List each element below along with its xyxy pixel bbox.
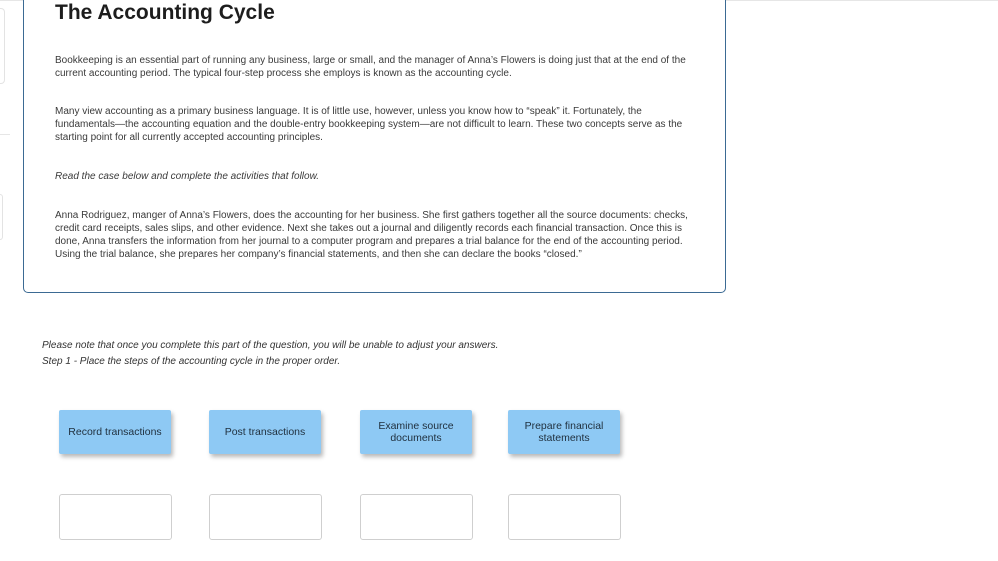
drop-slot-3[interactable]	[360, 494, 473, 540]
draggable-examine-source-documents[interactable]: Examine source documents	[360, 410, 472, 454]
drop-slot-2[interactable]	[209, 494, 322, 540]
left-panel-divider	[0, 134, 10, 135]
draggable-prepare-financial-statements[interactable]: Prepare financial statements	[508, 410, 620, 454]
question-note: Please note that once you complete this part of the question, you will be unable to adjust your answers.	[42, 340, 499, 351]
passage-instruction: Read the case below and complete the activities that follow.	[55, 171, 320, 182]
drop-slot-4[interactable]	[508, 494, 621, 540]
left-panel-edge	[0, 8, 5, 84]
left-panel-edge	[0, 194, 3, 240]
passage-paragraph: Many view accounting as a primary business language. It is of little use, however, unless you know how to “speak” it. Fortunately, the fundamentals—the accounting equation and the double-entry bookkeeping system—are not difficult to learn. These two concepts serve as the starting point for all currently accepted accounting principles.	[55, 106, 683, 143]
draggable-post-transactions[interactable]: Post transactions	[209, 410, 321, 454]
draggable-record-transactions[interactable]: Record transactions	[59, 410, 171, 454]
question-instruction: Step 1 - Place the steps of the accounting cycle in the proper order.	[42, 356, 341, 367]
page-title: The Accounting Cycle	[55, 1, 275, 24]
drop-slot-1[interactable]	[59, 494, 172, 540]
passage-paragraph: Bookkeeping is an essential part of running any business, large or small, and the manager of Anna’s Flowers is doing just that at the end of the current accounting period. The typical four-step process she employs is known as the accounting cycle.	[55, 55, 686, 79]
case-paragraph: Anna Rodriguez, manger of Anna’s Flowers, does the accounting for her business. She first gathers together all the source documents: checks, credit card receipts, sales slips, and other evidence. Next she takes out a journal and diligently records each financial transaction. Once this is done, Anna transfers the information from her journal to a computer program and prepares a trial balance for the end of the accounting period. Using the trial balance, she prepares her company’s financial statements, and then she can declare the books “closed.”	[55, 210, 688, 260]
